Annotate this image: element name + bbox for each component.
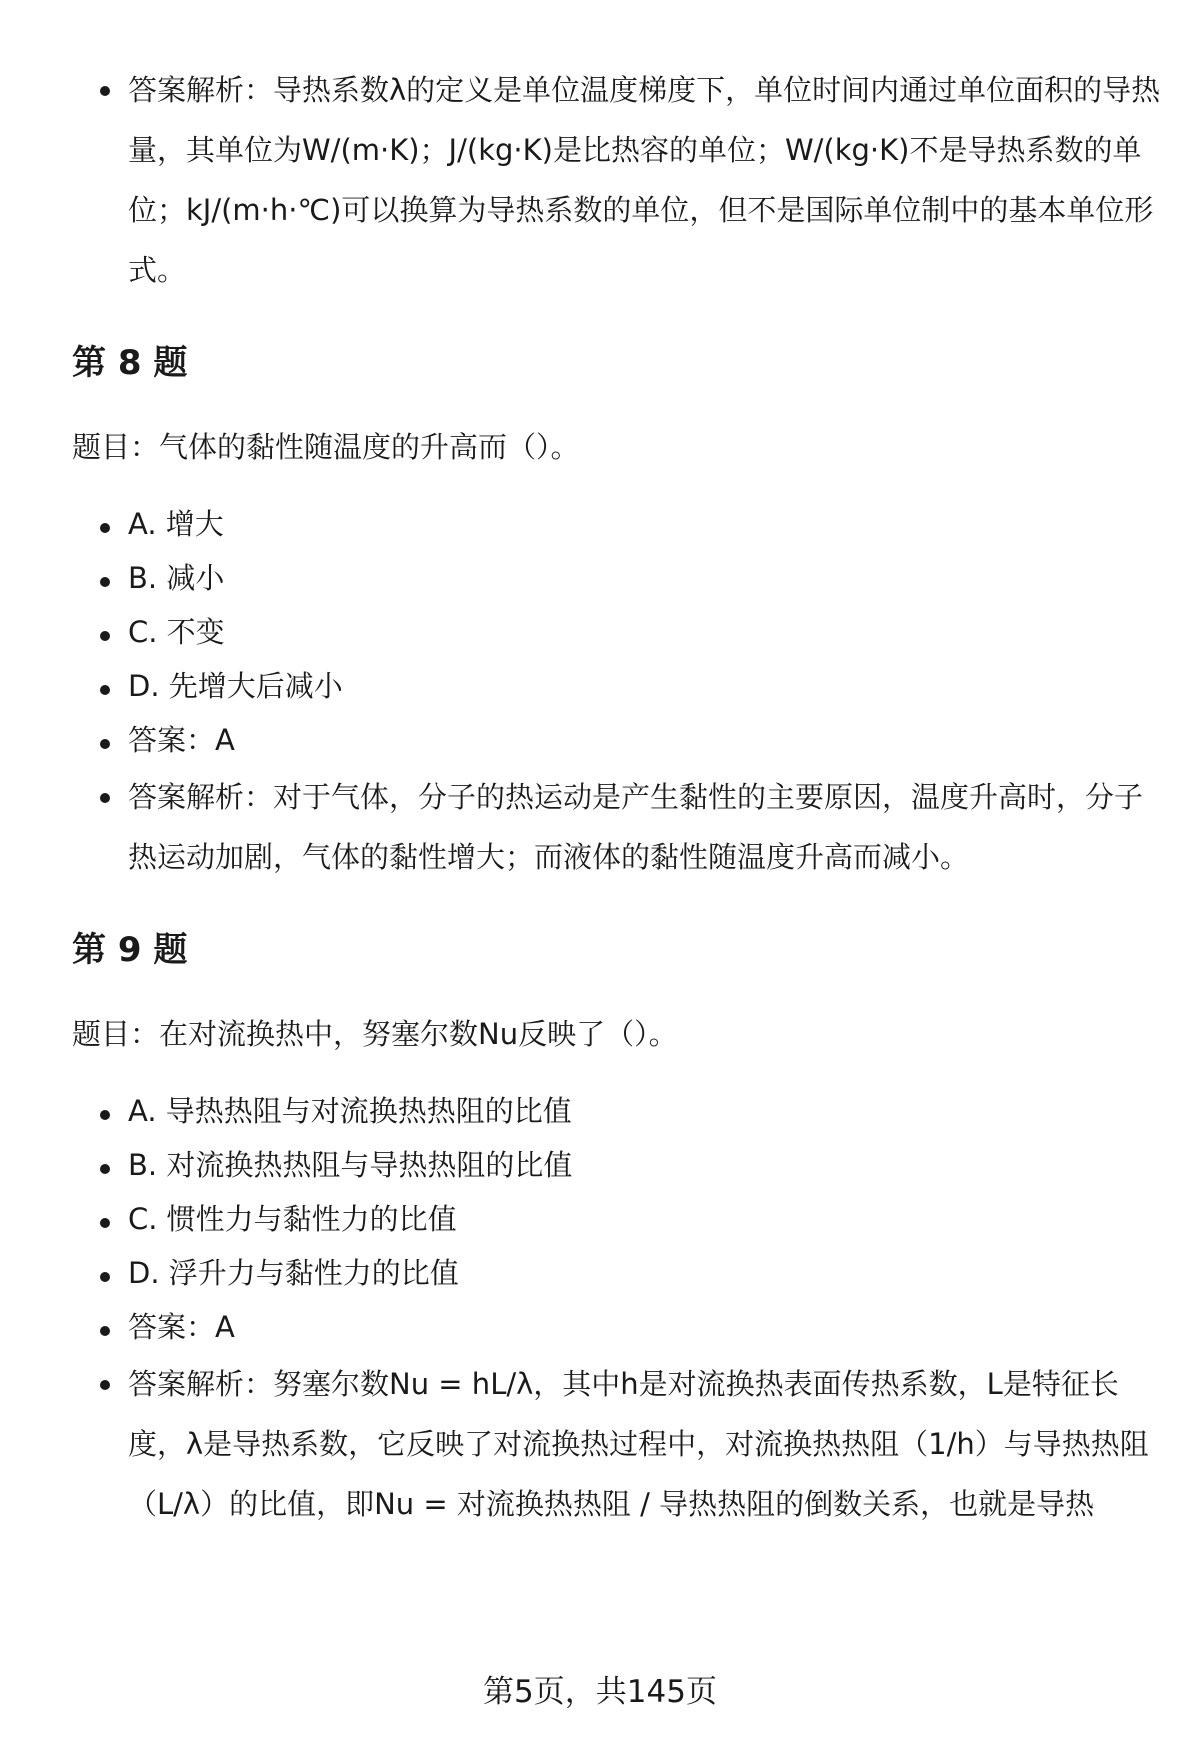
question-8-list (72, 497, 1162, 887)
question-8-answer: 答案：A (72, 713, 1162, 767)
question-9-text: 题目：在对流换热中，努塞尔数Nu反映了（）。 (72, 1017, 678, 1051)
question-8-option-a: A. 增大 (72, 497, 1162, 551)
question-9-answer: 答案：A (72, 1300, 1162, 1354)
question-9-list (72, 1084, 1162, 1534)
question-9-option-a: A. 导热热阻与对流换热热阻的比值 (72, 1084, 1162, 1138)
question-8-option-c: C. 不变 (72, 605, 1162, 659)
page-number-footer: 第5页，共145页 (483, 1674, 717, 1710)
question-8-heading: 第 8 题 (72, 343, 188, 383)
question-8-explanation: 答案解析：对于气体，分子的热运动是产生黏性的主要原因，温度升高时，分子热运动加剧，气体的黏性增大；而液体的黏性随温度升高而减小。 (72, 767, 1162, 887)
question-8-option-d: D. 先增大后减小 (72, 659, 1162, 713)
question-9-explanation: 答案解析：努塞尔数Nu = hL/λ，其中h是对流换热表面传热系数，L是特征长度，λ是导热系数，它反映了对流换热过程中，对流换热热阻（1/h）与导热热阻（L/λ）的比值，即Nu = 对流换热热阻 / 导热热阻的倒数关系，也就是导热 (72, 1354, 1162, 1534)
page-content (72, 60, 1162, 1534)
question-9-heading: 第 9 题 (72, 930, 188, 970)
question-8-option-b: B. 减小 (72, 551, 1162, 605)
question-9-option-d: D. 浮升力与黏性力的比值 (72, 1246, 1162, 1300)
prev-answer-explanation: 答案解析：导热系数λ的定义是单位温度梯度下，单位时间内通过单位面积的导热量，其单位为W/(m·K)；J/(kg·K)是比热容的单位；W/(kg·K)不是导热系数的单位；kJ/(m·h·℃)可以换算为导热系数的单位，但不是国际单位制中的基本单位形式。 (72, 60, 1162, 300)
prev-question-list (72, 60, 1162, 300)
question-9-option-b: B. 对流换热热阻与导热热阻的比值 (72, 1138, 1162, 1192)
question-8-text: 题目：气体的黏性随温度的升高而（）。 (72, 430, 580, 464)
question-9-option-c: C. 惯性力与黏性力的比值 (72, 1192, 1162, 1246)
